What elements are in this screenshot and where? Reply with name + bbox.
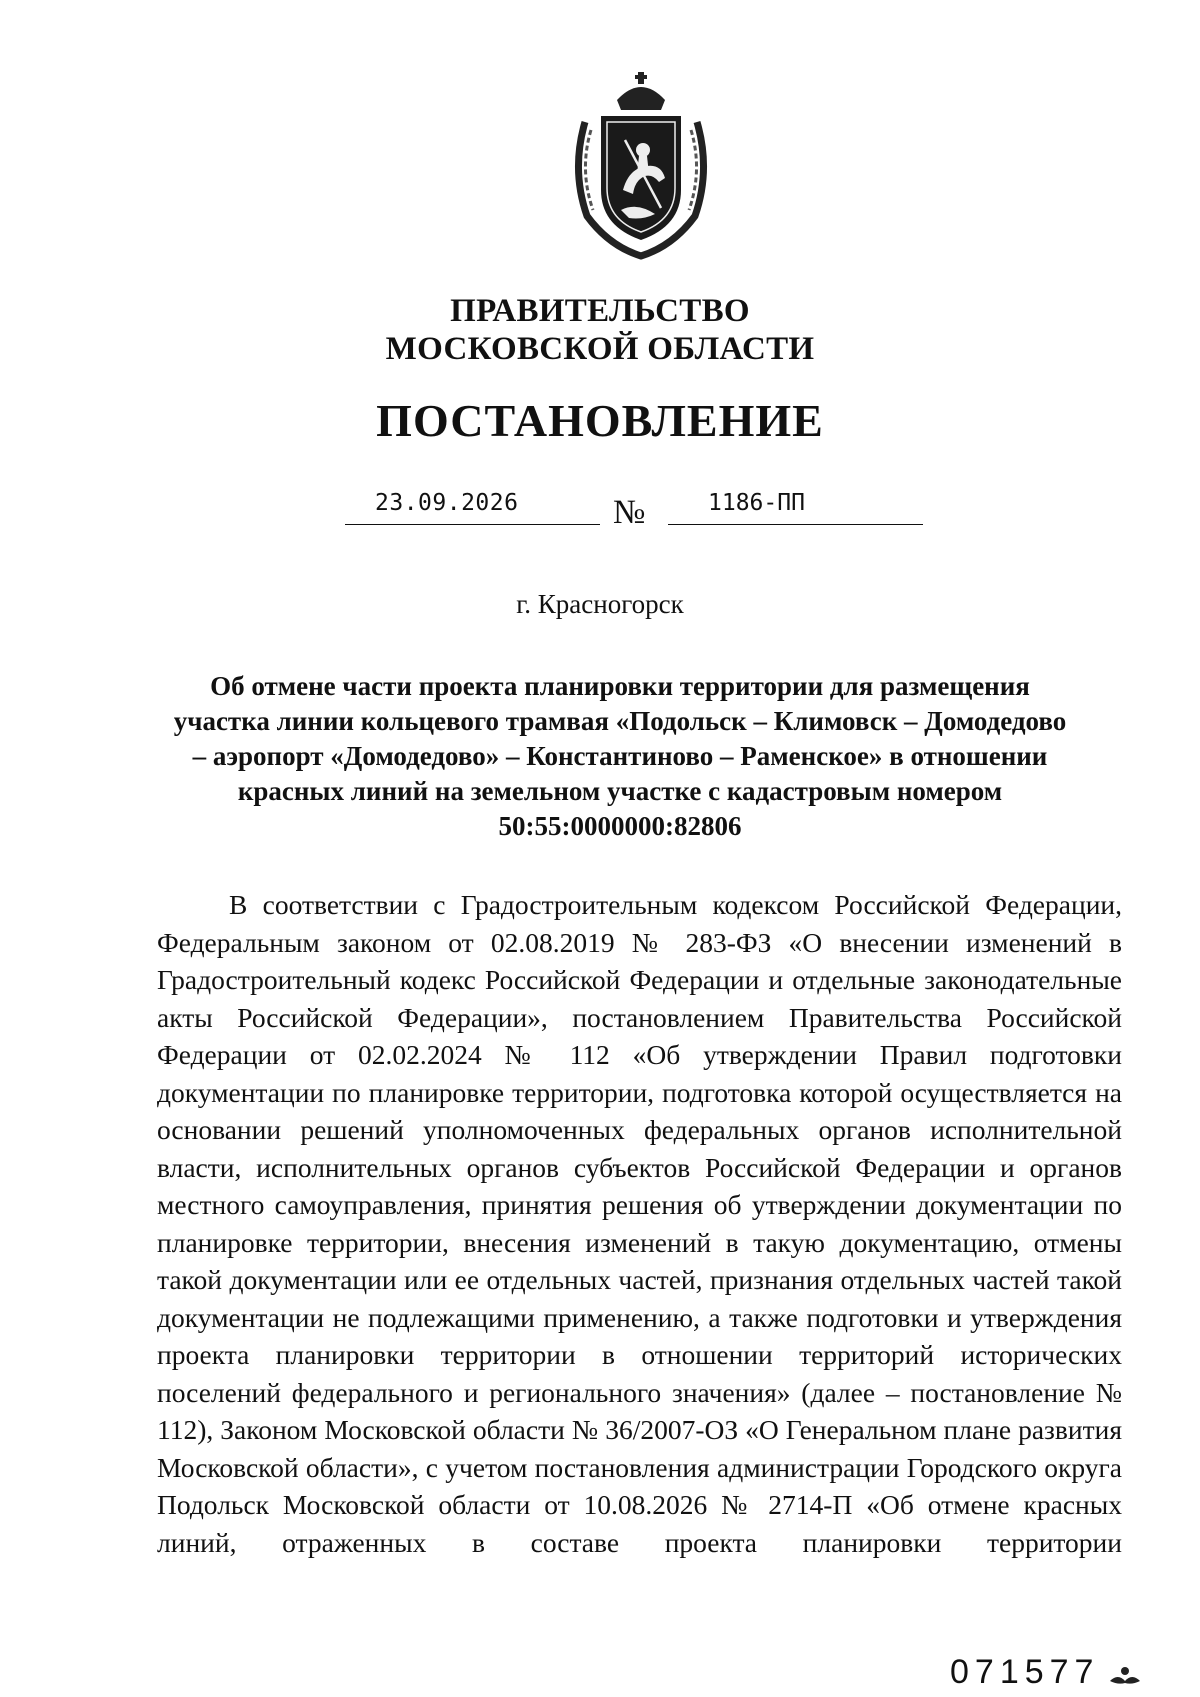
body-paragraph: В соответствии с Градостроительным кодексом Российской Федерации, Федеральным законом от 02.08.2019 № 283-ФЗ «О внесении изменений в Градостроительный кодекс Российской Федерации и отдельные законодательные акты Российской Федерации», постановлением Правительства Российской Федерации от 02.02.2024 № 112 «Об утверждении Правил подготовки документации по планировке территории, подготовка которой осуществляется на основании решений уполномоченных федеральных органов исполнительной власти, исполнительных органов субъектов Российской Федерации и органов местного самоуправления, принятия решения об утверждении документации по планировке территории, внесения изменений в такую документацию, отмены такой документации или ее отдельных частей, признания отдельных частей такой документации не подлежащими применению, а также подготовки и утверждения проекта планировки территории в отношении территорий исторических поселений федерального и регионального значения» (далее – постановление № 112), Законом Московской области № 36/2007-ОЗ «О Генеральном плане развития Московской области», с учетом постановления администрации Городского округа Подольск Московской области от 10.08.2026 № 2714-П «Об отмене красных линий, отраженных в составе проекта планировки территории — [157, 889, 1122, 1558]
ornament-icon — [1108, 1665, 1142, 1687]
moscow-oblast-coat-of-arms-icon — [565, 70, 717, 260]
authority-line-2: МОСКОВСКОЙ ОБЛАСТИ — [385, 331, 815, 367]
document-number: 1186-ПП — [708, 490, 805, 516]
number-sign: № — [613, 494, 646, 531]
authority-line-1: ПРАВИТЕЛЬСТВО — [450, 293, 750, 329]
city: г. Красногорск — [516, 589, 684, 619]
issuing-authority — [300, 292, 900, 368]
document-type: ПОСТАНОВЛЕНИЕ — [376, 395, 824, 446]
serial-number: 071577 — [950, 1653, 1100, 1691]
number-field — [668, 490, 923, 525]
document-date: 23.09.2026 — [375, 490, 519, 516]
date-number-row — [345, 490, 905, 530]
date-field — [345, 490, 600, 525]
document-title: Об отмене части проекта планировки территории для размещения участка линии кольцевого трамвая «Подольск – Климовск – Домодедово – аэропорт «Домодедово» – Константиново – Раменское» в отношении красных линий на земельном участке с кадастровым номером 50:55:0000000:82806 — [173, 671, 1067, 841]
